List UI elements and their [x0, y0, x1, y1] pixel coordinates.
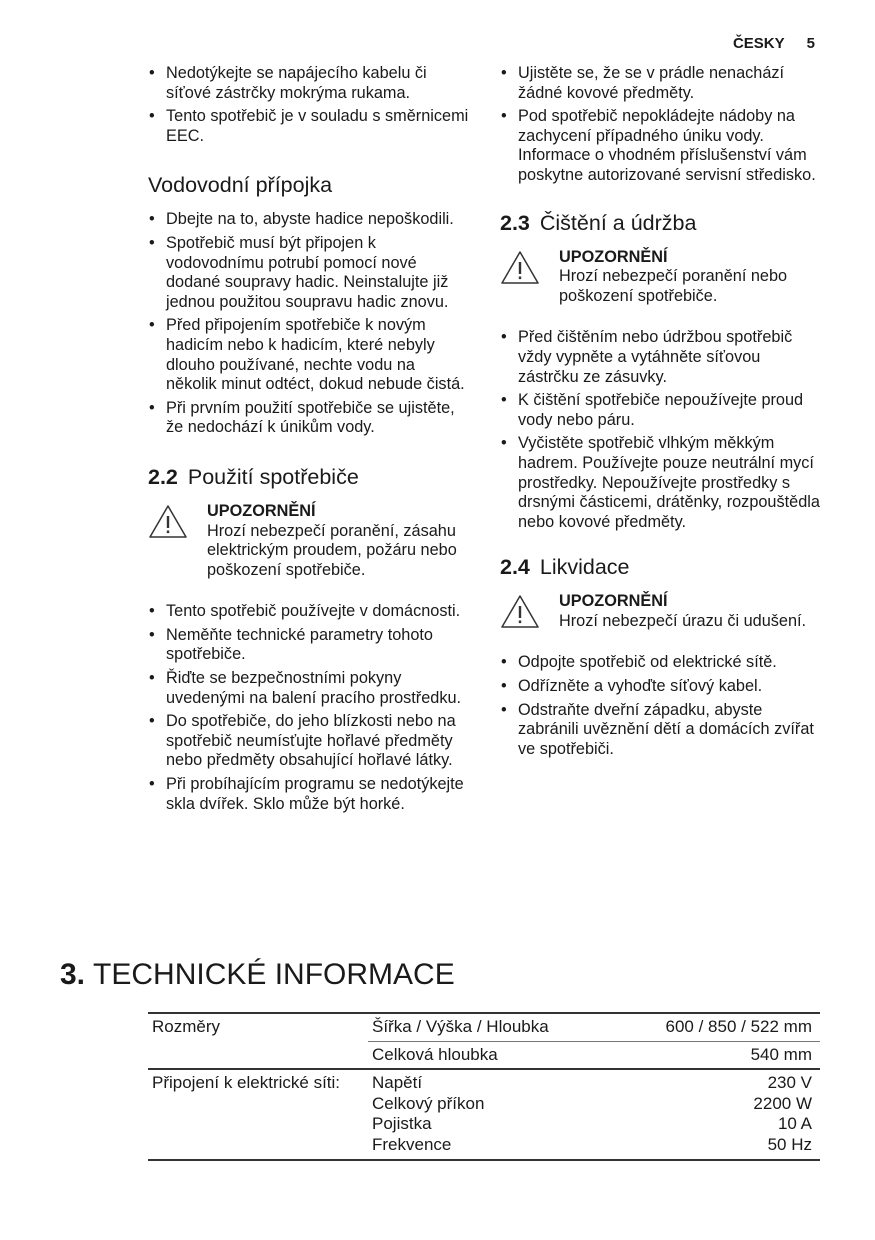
param-frequency: Frekvence	[372, 1134, 452, 1154]
page-header	[733, 35, 815, 52]
list-item: • Dbejte na to, abyste hadice nepoškodili.	[148, 210, 470, 230]
table-cell-param: Celková hloubka	[368, 1041, 646, 1069]
left-intro-list	[148, 64, 470, 146]
warning-triangle-icon	[500, 250, 540, 286]
list-item: • Při prvním použití spotřebiče se ujistěte, že nedochází k únikům vody.	[148, 399, 470, 438]
section-title: Likvidace	[539, 555, 630, 580]
section-title: Použití spotřebiče	[187, 464, 359, 489]
warning-box	[500, 592, 822, 631]
chapter-title: TECHNICKÉ INFORMACE	[93, 958, 455, 991]
param-fuse: Pojistka	[372, 1114, 432, 1134]
list-item: • Odpojte spotřebič od elektrické sítě.	[500, 653, 822, 673]
usage-list	[148, 602, 470, 814]
section-title: Čištění a údržba	[539, 210, 697, 235]
list-item: • Tento spotřebič používejte v domácnosti.	[148, 602, 470, 622]
warning-box	[148, 502, 470, 580]
section-heading-cleaning	[500, 210, 822, 236]
param-power: Celkový příkon	[372, 1093, 485, 1113]
value-voltage: 230 V	[767, 1073, 812, 1093]
list-item: • K čištění spotřebiče nepoužívejte proud vody nebo páru.	[500, 391, 822, 430]
table-cell-values	[646, 1069, 820, 1159]
warning-text: Hrozí nebezpečí úrazu či udušení.	[559, 611, 807, 630]
cleaning-list	[500, 328, 822, 532]
value-frequency: 50 Hz	[767, 1134, 812, 1154]
table-row	[148, 1013, 820, 1041]
list-item: • Odřízněte a vyhoďte síťový kabel.	[500, 677, 822, 697]
list-item: • Neměňte technické parametry tohoto spotřebiče.	[148, 626, 470, 665]
table-cell-label: Rozměry	[148, 1013, 368, 1069]
table-cell-label: Připojení k elektrické síti:	[148, 1069, 368, 1159]
table-cell-params	[368, 1069, 646, 1159]
section-heading-usage	[148, 464, 470, 490]
list-item: • Odstraňte dveřní západku, abyste zabránili uvěznění dětí a domácích zvířat ve spotřebiči.	[500, 701, 822, 760]
disposal-list	[500, 653, 822, 759]
warning-box	[500, 248, 822, 307]
list-item: • Spotřebič musí být připojen k vodovodnímu potrubí pomocí nové dodané soupravy hadic. Neinstalujte již jednou použitou soupravu hadic znovu.	[148, 234, 470, 312]
list-item: • Do spotřebiče, do jeho blízkosti nebo na spotřebič neumísťujte hořlavé předměty nebo předměty obsahující hořlavé látky.	[148, 712, 470, 771]
list-item: • Ujistěte se, že se v prádle nenachází žádné kovové předměty.	[500, 64, 822, 103]
list-item: • Před připojením spotřebiče k novým hadicím nebo k hadicím, které nebyly dlouho používané, nechte vodu na několik minut odtéct, dokud nebude čistá.	[148, 316, 470, 394]
section-number: 2.4	[500, 555, 530, 580]
chapter-number: 3.	[60, 958, 86, 991]
warning-title: UPOZORNĚNÍ	[559, 592, 668, 611]
param-voltage: Napětí	[372, 1073, 423, 1093]
list-item: • Při probíhajícím programu se nedotýkejte skla dvířek. Sklo může být horké.	[148, 775, 470, 814]
section-heading-water	[148, 172, 470, 198]
warning-text: Hrozí nebezpečí poranění nebo poškození spotřebiče.	[559, 267, 788, 305]
list-item: • Řiďte se bezpečnostními pokyny uvedenými na balení pracího prostředku.	[148, 669, 470, 708]
technical-table	[148, 1012, 820, 1161]
table-cell-value: 540 mm	[646, 1041, 820, 1069]
page-number: 5	[806, 35, 815, 52]
table-row	[148, 1069, 820, 1159]
table-cell-value: 600 / 850 / 522 mm	[646, 1013, 820, 1041]
list-item: • Nedotýkejte se napájecího kabelu či síťové zástrčky mokrýma rukama.	[148, 64, 470, 103]
section-title: Vodovodní přípojka	[148, 173, 333, 198]
water-list	[148, 210, 470, 438]
section-number: 2.3	[500, 210, 530, 235]
right-intro-list	[500, 64, 822, 186]
list-item: • Vyčistěte spotřebič vlhkým měkkým hadrem. Používejte pouze neutrální mycí prostředky. Nepoužívejte prostředky s drsnými částicemi, drátěnky, rozpouštědla nebo kovové předměty.	[500, 434, 822, 532]
language-label: ČESKY	[732, 35, 785, 52]
chapter-heading-technical	[60, 955, 455, 995]
warning-triangle-icon	[500, 594, 540, 630]
section-heading-disposal	[500, 554, 822, 580]
right-column	[500, 64, 822, 763]
list-item: • Pod spotřebič nepokládejte nádoby na zachycení případného úniku vody. Informace o vhodném příslušenství vám poskytne autorizované servisní středisko.	[500, 107, 822, 185]
left-column	[148, 64, 470, 818]
warning-title: UPOZORNĚNÍ	[207, 501, 316, 520]
list-item: • Tento spotřebič je v souladu s směrnicemi EEC.	[148, 107, 470, 146]
section-number: 2.2	[148, 464, 178, 489]
list-item: • Před čištěním nebo údržbou spotřebič vždy vypněte a vytáhněte síťovou zástrčku ze zásuvky.	[500, 328, 822, 387]
warning-text: Hrozí nebezpečí poranění, zásahu elektrickým proudem, požáru nebo poškození spotřebiče.	[207, 521, 457, 579]
value-power: 2200 W	[753, 1093, 812, 1113]
value-fuse: 10 A	[777, 1114, 812, 1134]
table-cell-param: Šířka / Výška / Hloubka	[368, 1013, 646, 1041]
warning-title: UPOZORNĚNÍ	[559, 247, 668, 266]
warning-triangle-icon	[148, 504, 188, 540]
